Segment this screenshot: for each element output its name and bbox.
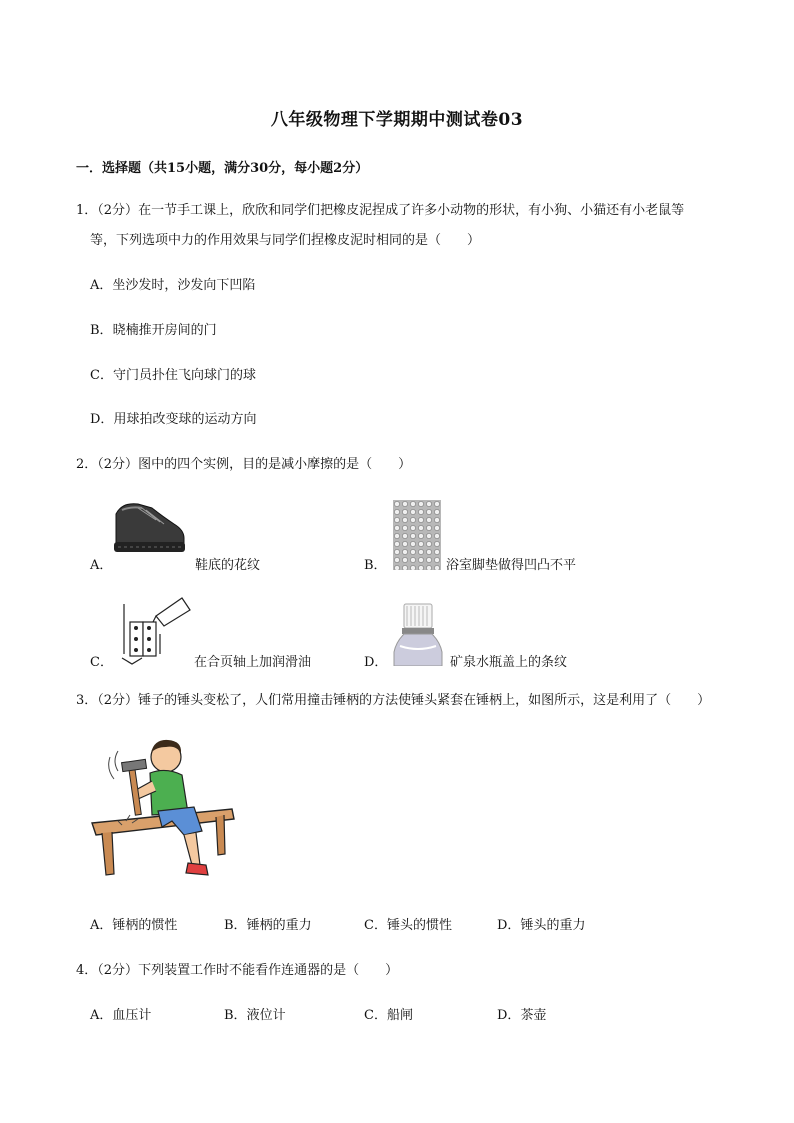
option-text: 坐沙发时，沙发向下凹陷 (112, 278, 256, 293)
question-4-stem (76, 962, 398, 980)
q2-option-d-letter[interactable]: D． (364, 655, 388, 670)
hinge-oil-icon (116, 594, 192, 666)
q3-option-a[interactable] (90, 917, 177, 935)
q3-option-b[interactable] (224, 917, 312, 935)
question-text: 在一节手工课上，欣欣和同学们把橡皮泥捏成了许多小动物的形状，有小狗、小猫还有小老鼠等 (138, 203, 685, 218)
option-text: 液位计 (246, 1008, 286, 1023)
option-text: 茶壶 (520, 1008, 547, 1023)
option-text: 守门员扑住飞向球门的球 (112, 368, 256, 383)
option-letter: D． (497, 1008, 521, 1023)
question-number: 2． (76, 457, 98, 472)
option-text: 锤柄的惯性 (112, 918, 178, 933)
option-letter: B． (224, 918, 247, 933)
question-1-stem-cont: 等，下列选项中力的作用效果与同学们捏橡皮泥时相同的是（ ） (90, 233, 481, 248)
question-text: 下列装置工作时不能看作连通器的是（ ） (138, 963, 399, 978)
option-text: 血压计 (112, 1008, 152, 1023)
question-2-stem (76, 456, 411, 474)
q1-option-d[interactable] (90, 411, 256, 429)
q2-option-c-text: 在合页轴上加润滑油 (194, 655, 312, 670)
question-text: 锤子的锤头变松了，人们常用撞击锤柄的方法使锤头紧套在锤柄上，如图所示，这是利用了（ ） (138, 693, 711, 708)
q3-option-d[interactable] (497, 917, 585, 935)
question-number: 1． (76, 203, 98, 218)
q1-option-a[interactable] (90, 277, 255, 295)
question-score: （2分） (97, 457, 139, 472)
q2-option-b-text: 浴室脚垫做得凹凸不平 (446, 558, 577, 573)
q2-option-a-text: 鞋底的花纹 (195, 558, 261, 573)
option-text: 晓楠推开房间的门 (112, 323, 217, 338)
q2-option-c-letter[interactable]: C． (90, 655, 113, 670)
option-text: 锤头的惯性 (386, 918, 452, 933)
q1-option-b[interactable] (90, 322, 217, 340)
hammer-bench-illustration (88, 735, 238, 880)
section-heading: 一．选择题（共15小题，满分30分，每小题2分） (76, 161, 369, 176)
q3-option-c[interactable] (364, 917, 452, 935)
option-text: 锤柄的重力 (246, 918, 312, 933)
q2-option-a-letter[interactable]: A． (90, 558, 113, 573)
question-score: （2分） (97, 963, 139, 978)
q4-option-d[interactable] (497, 1007, 546, 1025)
option-letter: B． (224, 1008, 247, 1023)
q2-option-d-text: 矿泉水瓶盖上的条纹 (450, 655, 568, 670)
question-number: 4． (76, 963, 98, 978)
option-letter: C． (364, 1008, 387, 1023)
option-letter: C． (364, 918, 387, 933)
option-letter: A． (90, 278, 113, 293)
option-text: 用球拍改变球的运动方向 (113, 412, 257, 427)
q4-option-a[interactable] (90, 1007, 151, 1025)
question-score: （2分） (97, 203, 139, 218)
shoe-sole-icon (108, 494, 188, 570)
question-1-stem (76, 202, 684, 220)
option-letter: D． (90, 412, 114, 427)
q2-option-b-letter[interactable]: B． (364, 558, 387, 573)
bath-mat-icon (393, 500, 441, 570)
page-title: 八年级物理下学期期中测试卷03 (270, 110, 524, 130)
q1-option-c[interactable] (90, 367, 256, 385)
bottle-cap-icon (392, 602, 444, 666)
option-letter: D． (497, 918, 521, 933)
question-3-stem (76, 692, 710, 710)
q4-option-c[interactable] (364, 1007, 413, 1025)
option-letter: B． (90, 323, 113, 338)
option-text: 船闸 (386, 1008, 413, 1023)
question-number: 3． (76, 693, 98, 708)
question-score: （2分） (97, 693, 139, 708)
option-text: 锤头的重力 (520, 918, 586, 933)
q4-option-b[interactable] (224, 1007, 286, 1025)
option-letter: A． (90, 1008, 113, 1023)
option-letter: C． (90, 368, 113, 383)
question-text: 图中的四个实例，目的是减小摩擦的是（ ） (138, 457, 412, 472)
option-letter: A． (90, 918, 113, 933)
